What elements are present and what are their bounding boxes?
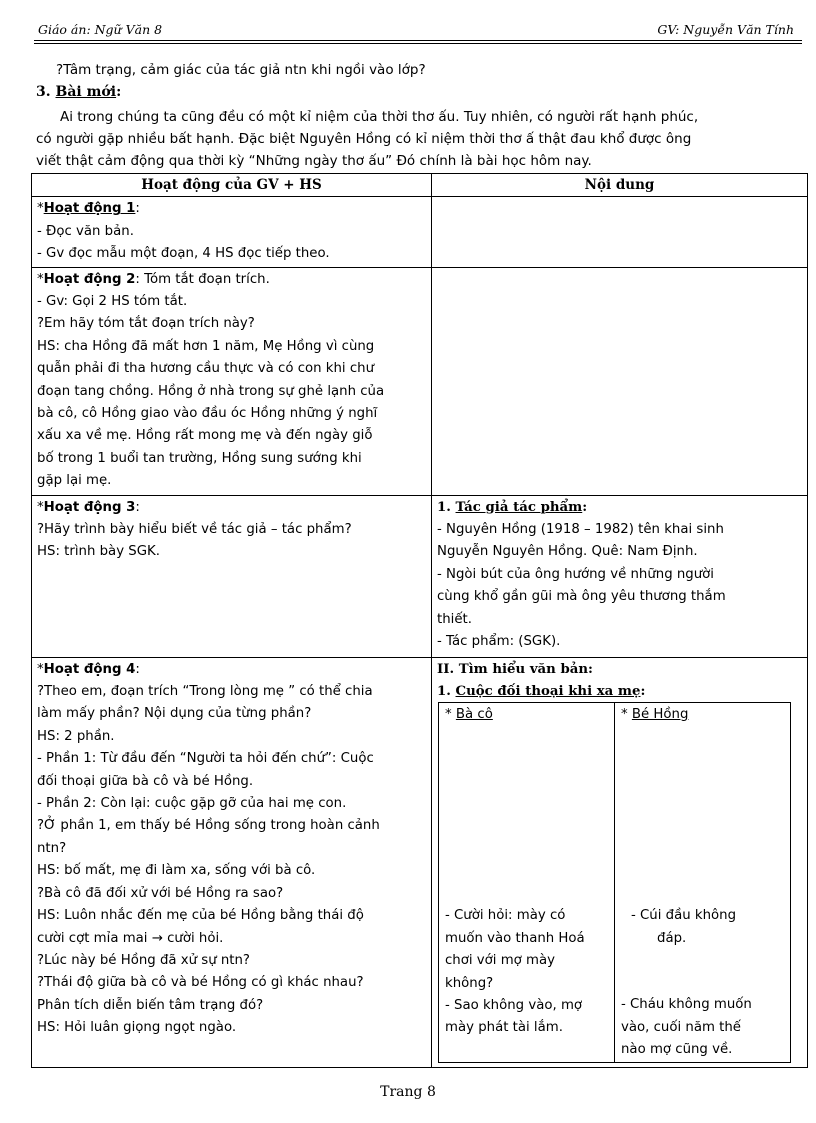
content-subheading-label: Cuộc đối thoại khi xa mẹ: [455, 684, 641, 700]
activity-title: *Hoạt động 1:: [37, 201, 140, 217]
header-rule: [34, 43, 802, 44]
content-cell-2: [432, 267, 808, 495]
activity-line: bà cô, cô Hồng giao vào đầu óc Hồng những ý nghĩ: [37, 406, 378, 422]
content-line: - Ngòi bút của ông hướng về những người: [437, 566, 714, 582]
activity-line: - Đọc văn bản.: [37, 223, 134, 239]
section-colon: :: [116, 84, 122, 100]
content-cell-3: [432, 495, 808, 657]
activity-line: HS: trình bày SGK.: [37, 544, 160, 560]
aunt-line: mày phát tài lắm.: [445, 1020, 563, 1036]
activity-cell-3: [32, 495, 432, 657]
activity-line: quẫn phải đi tha hương cầu thực và có con khi chư: [37, 361, 375, 377]
col-header-activities: Hoạt động của GV + HS: [32, 174, 432, 197]
content-line: - Nguyên Hồng (1918 – 1982) tên khai sinh: [437, 522, 724, 538]
activity-line: đối thoại giữa bà cô và bé Hồng.: [37, 773, 254, 789]
activity-line: xấu xa về mẹ. Hồng rất mong mẹ và đến ngày giỗ: [37, 428, 373, 444]
content-heading: 1. Tác giả tác phẩm:: [437, 499, 588, 515]
content-heading-label: Tác giả tác phẩm: [455, 499, 583, 515]
table-row: [32, 197, 808, 267]
activity-line: - Gv đọc mẫu một đoạn, 4 HS đọc tiếp theo.: [37, 246, 330, 262]
activity-line: ?Bà cô đã đối xử với bé Hồng ra sao?: [37, 885, 284, 901]
activity-line: - Phần 1: Từ đầu đến “Người ta hỏi đến chứ”: Cuộc: [37, 751, 374, 767]
activity-cell-2: [32, 267, 432, 495]
hong-line: đáp.: [657, 930, 687, 946]
intro-para-line-1: Ai trong chúng ta cũng đều có một kỉ niệm của thời thơ ấu. Tuy nhiên, có người rất hạnh phúc,: [60, 109, 699, 125]
aunt-line: chơi với mợ mày: [445, 953, 556, 969]
intro-question: ?Tâm trạng, cảm giác của tác giả ntn khi ngồi vào lớp?: [56, 62, 426, 78]
aunt-header: * Bà cô: [445, 707, 493, 722]
spacer: [445, 726, 608, 905]
col-header-content: Nội dung: [432, 174, 808, 197]
activity-line: HS: cha Hồng đã mất hơn 1 năm, Mẹ Hồng vì cùng: [37, 338, 375, 354]
table-row: [32, 495, 808, 657]
aunt-line: muốn vào thanh Hoá: [445, 930, 585, 946]
content-line: thiết.: [437, 611, 472, 627]
hong-column: [615, 703, 791, 1063]
activity-title: *Hoạt động 2: Tóm tắt đoạn trích.: [37, 271, 270, 287]
activity-line: ?Thái độ giữa bà cô và bé Hồng có gì khác nhau?: [37, 975, 364, 991]
double-border-line: [790, 702, 794, 1062]
activity-cell-4: [32, 657, 432, 1067]
intro-para-line-3: viết thật cảm động qua thời kỳ “Những ngày thơ ấu” Đó chính là bài học hôm nay.: [36, 153, 592, 169]
activity-line: - Phần 2: Còn lại: cuộc gặp gỡ của hai mẹ con.: [37, 796, 347, 812]
activity-title-label: Hoạt động 4: [43, 661, 136, 677]
spacer: [621, 726, 784, 905]
aunt-line: - Sao không vào, mợ: [445, 998, 583, 1014]
activity-line: ntn?: [37, 840, 67, 856]
section-number: 3.: [36, 84, 51, 100]
activity-line: ?Theo em, đoạn trích “Trong lòng mẹ ” có thể chia: [37, 684, 373, 700]
aunt-header-label: Bà cô: [455, 707, 493, 722]
activity-line: Phân tích diễn biến tâm trạng đó?: [37, 997, 264, 1013]
activity-line: - Gv: Gọi 2 HS tóm tắt.: [37, 294, 188, 310]
content-cell-1: [432, 197, 808, 267]
activity-line: ?Em hãy tóm tắt đoạn trích này?: [37, 316, 255, 332]
content-line: cùng khổ gần gũi mà ông yêu thương thắm: [437, 589, 726, 605]
activity-line: ?Lúc này bé Hồng đã xử sự ntn?: [37, 952, 250, 968]
activity-line: HS: Hỏi luân giọng ngọt ngào.: [37, 1020, 237, 1036]
activity-line: đoạn tang chồng. Hồng ở nhà trong sự ghẻ lạnh của: [37, 383, 385, 399]
spacer: [621, 950, 784, 994]
aunt-line: - Cười hỏi: mày có: [445, 908, 566, 924]
page-number: Trang 8: [380, 1084, 436, 1100]
activity-line: làm mấy phần? Nội dụng của từng phần?: [37, 706, 312, 722]
activity-line: cười cợt mỉa mai → cười hỏi.: [37, 930, 224, 946]
activity-line: HS: 2 phần.: [37, 728, 115, 744]
aunt-line: không?: [445, 975, 494, 991]
hong-line: nào mợ cũng về.: [621, 1042, 733, 1058]
table-row: [439, 703, 791, 1063]
hong-line: vào, cuối năm thế: [621, 1019, 741, 1035]
hong-line: - Cháu không muốn: [621, 997, 752, 1013]
table-row: [32, 267, 808, 495]
hong-header: * Bé Hồng: [621, 707, 689, 722]
activity-line: gặp lại mẹ.: [37, 473, 112, 489]
aunt-column: [439, 703, 615, 1063]
header-left: Giáo án: Ngữ Văn 8: [38, 22, 163, 37]
dialogue-comparison-table: [438, 702, 791, 1063]
section-title: Bài mới: [55, 84, 117, 100]
activity-cell-1: [32, 197, 432, 267]
activity-title-label: Hoạt động 2: [43, 271, 136, 287]
activity-line: bố trong 1 buổi tan trường, Hồng sung sướng khi: [37, 450, 362, 466]
hong-header-label: Bé Hồng: [631, 707, 689, 722]
activity-line: HS: bố mất, mẹ đi làm xa, sống với bà cô.: [37, 863, 316, 879]
activity-title-label: Hoạt động 3: [43, 499, 136, 515]
content-heading: II. Tìm hiểu văn bản:: [437, 661, 593, 677]
header-right: GV: Nguyễn Văn Tính: [657, 22, 794, 37]
activity-line: ?Ở phần 1, em thấy bé Hồng sống trong hoàn cảnh: [37, 818, 380, 834]
activity-line: ?Hãy trình bày hiểu biết về tác giả – tác phẩm?: [37, 522, 352, 538]
activity-line: HS: Luôn nhắc đến mẹ của bé Hồng bằng thái độ: [37, 908, 364, 924]
activity-title-label: Hoạt động 1: [43, 201, 136, 217]
table-header-row: [32, 174, 808, 197]
content-line: - Tác phẩm: (SGK).: [437, 634, 561, 650]
hong-line: - Cúi đầu không: [631, 908, 737, 924]
content-line: Nguyễn Nguyên Hồng. Quê: Nam Định.: [437, 544, 698, 560]
activity-title: *Hoạt động 3:: [37, 499, 140, 515]
page-header: [34, 20, 802, 41]
intro-para-line-2: có người gặp nhiều bất hạnh. Đặc biệt Nguyên Hồng có kỉ niệm thời thơ ấ thật đau khổ được ông: [36, 131, 692, 147]
activity-title: *Hoạt động 4:: [37, 661, 140, 677]
section-heading: [36, 81, 806, 103]
content-subheading: 1. Cuộc đối thoại khi xa mẹ:: [437, 684, 646, 700]
